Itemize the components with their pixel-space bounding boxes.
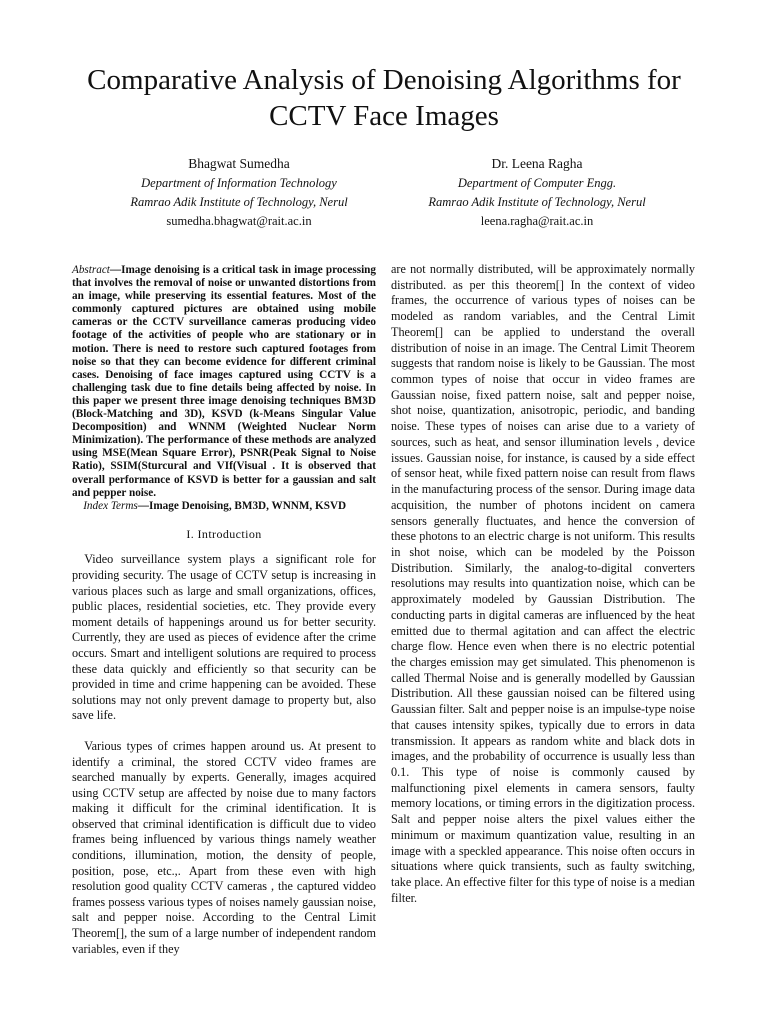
right-column	[391, 262, 695, 906]
author-block-2	[372, 154, 702, 231]
title-line-2: CCTV Face Images	[269, 100, 499, 132]
intro-paragraph-1: Video surveillance system plays a significant role for providing security. The usage of CCTV setup is increasing in various places such as large and small organizations, offices, public places, residential societies, etc. They provide every moment details of happenings around us for better security. Currently, they are used as pieces of evidence after the crime occurs. Smart and intelligent solutions are required to process these data quickly and efficiently so that security can be provided in time and crime happening can be avoided. These solutions may not only prevent damage to property but, also save life.	[72, 552, 376, 723]
abstract-lead: Abstract	[72, 264, 110, 276]
right-column-paragraph: are not normally distributed, will be approximately normally distributed. as per this theorem[] In the context of video frames, the occurrence of various types of noises can be modeled as random variables, and the Central Limit Theorem[] can be applied to understand the overall distribution of noise in an image. The Central Limit Theorem suggests that random noise is likely to be Gaussian. The most common types of noise that occur in video frames are Gaussian noise, fixed pattern noise, salt and pepper noise, shot noise, quantization, anisotropic, periodic, and banding noise. These types of noises can arise due to a variety of sources, such as heat, and sensor illumination levels , device issues. Gaussian noise, for instance, is caused by a side effect of sensor heat, while fixed pattern noise can result from flaws in the manufacturing process of the sensor. During image data acquisition, the number of photons incident on camera sensors generally fluctuates, and hence the conversion of these photons to an electric charge is not uniform. This results in shot noise, which can be modeled by the Poisson Distribution. Similarly, the analog-to-digital converters resolutions may results into quantization noise, which can be approximately modeled by Gaussian Distribution. The conducting parts in digital cameras are influenced by the heat emitted due to thermal agitation and can affect the electric charge flow. Hence even when there is no electric potential the charges emission may get simulated. This phenomenon is called Thermal Noise and is generally modelled by Gaussian Distribution. All these gaussian noised can be filtered using Gaussian filter. Salt and pepper noise is an impulse-type noise that causes intensity spikes, typically due to errors in data transmission. It appears as random white and black dots in images, and the probability of occurrence is usually less than 0.1. This type of noise is commonly caused by malfunctioning pixel elements in camera sensors, faulty memory locations, or timing errors in the digitization process. Salt and pepper noise alters the pixel values either the minimum or maximum quantization value, resulting in an image with a speckled appearance. This noise often occurs in situations where quick transients, such as faulty switching, take place. An effective filter for this type of noise is a median filter.	[391, 262, 696, 905]
author-name: Bhagwat Sumedha	[188, 156, 290, 171]
author-institute: Ramrao Adik Institute of Technology, Nerul	[428, 195, 646, 209]
abstract	[72, 264, 376, 500]
left-column	[72, 264, 376, 957]
author-name: Dr. Leena Ragha	[491, 156, 583, 171]
index-terms-text: —Image Denoising, BM3D, WNNM, KSVD	[137, 499, 347, 512]
index-terms	[72, 500, 376, 513]
abstract-text: —Image denoising is a critical task in image processing that involves the removal of noise or unwanted distortions from an image, while preserving its essential features. Most of the commonly captured pictures are obtained using mobile cameras or the CCTV surveillance cameras producing video footage of the activities of people who are stationary or in motion. There is need to restore such captured footages from noise so that they can become evidence for different criminal cases. Denoising of face images captured using CCTV is a challenging task due to fine details being affected by noise. In this paper we present three image denoising techniques BM3D (Block-Matching and 3D), KSVD (k-Means Singular Value Decomposition) and WNNM (Weighted Nuclear Norm Minimization). The performance of these methods are analyzed using MSE(Mean Square Error), PSNR(Peak Signal to Noise Ratio), SSIM(Sturcural and VIf(Visual . It is observed that overall performance of KSVD is better for a gaussian and salt and pepper noise.	[72, 264, 376, 499]
section-heading-introduction: I. Introduction	[186, 526, 262, 541]
paper-title	[40, 62, 728, 134]
author-block-1	[74, 154, 404, 231]
author-department: Department of Information Technology	[141, 176, 337, 190]
index-terms-lead: Index Terms	[83, 499, 138, 512]
author-department: Department of Computer Engg.	[457, 176, 617, 190]
title-line-1: Comparative Analysis of Denoising Algorithms for	[87, 64, 681, 96]
author-email: sumedha.bhagwat@rait.ac.in	[166, 214, 312, 228]
author-email: leena.ragha@rait.ac.in	[480, 214, 594, 228]
intro-paragraph-2: Various types of crimes happen around us. At present to identify a criminal, the stored CCTV video frames are searched manually by experts. Generally, images acquired using CCTV setup are affected by noise due to many factors making it difficult for the criminal identification. It is observed that criminal identification is difficult due to video frames being influenced by various things namely weather conditions, illumination, motion, the density of people, position, pose, etc.,. Apart from these even with high resolution good quality CCTV cameras , the captured viddeo frames possess various types of noises namely gaussian noise, salt and pepper noise. According to the Central Limit Theorem[], the sum of a large number of independent random variables, even if they	[72, 738, 376, 956]
author-institute: Ramrao Adik Institute of Technology, Nerul	[130, 195, 348, 209]
